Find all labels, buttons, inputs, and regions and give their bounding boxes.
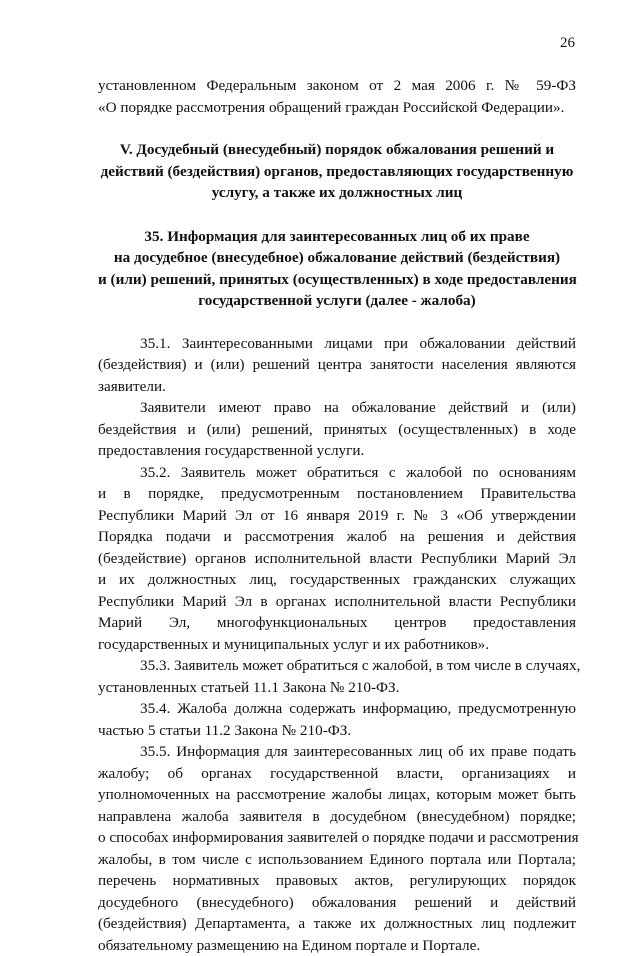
page-content <box>98 75 576 956</box>
paragraph-35-1 <box>98 333 576 398</box>
paragraph-applicants-right <box>98 397 576 462</box>
section-heading <box>98 139 576 204</box>
text-line: установленном Федеральным законом от 2 мая 2006 г. № 59-ФЗ <box>98 75 576 97</box>
text-line: уполномоченных на рассмотрение жалобы лицах, которым может быть <box>98 784 576 806</box>
text-line: предоставления государственной услуги. <box>98 440 576 462</box>
intro-paragraph <box>98 75 576 118</box>
text-line: обязательному размещению на Едином портале и Портале. <box>98 935 576 956</box>
text-line: заявители. <box>98 376 576 398</box>
text-line: установленных статьей 11.1 Закона № 210-ФЗ. <box>98 677 576 699</box>
text-line: 35.1. Заинтересованными лицами при обжаловании действий <box>98 333 576 355</box>
subsection-heading <box>98 226 576 312</box>
heading-line: 35. Информация для заинтересованных лиц об их праве <box>98 226 576 248</box>
text-line: Порядка подачи и рассмотрения жалоб на решения и действия <box>98 526 576 548</box>
text-line: и в порядке, предусмотренным постановлением Правительства <box>98 483 576 505</box>
text-line: частью 5 статьи 11.2 Закона № 210-ФЗ. <box>98 720 576 742</box>
text-line: Республики Марий Эл в органах исполнительной власти Республики <box>98 591 576 613</box>
paragraph-35-2 <box>98 462 576 656</box>
text-line: досудебного (внесудебного) обжалования решений и действий <box>98 892 576 914</box>
text-line: о способах информирования заявителей о порядке подачи и рассмотрения <box>98 827 576 849</box>
heading-line: и (или) решений, принятых (осуществленных) в ходе предоставления <box>98 269 576 291</box>
text-line: (бездействие) органов исполнительной власти Республики Марий Эл <box>98 548 576 570</box>
text-line: (бездействия) Департамента, а также их должностных лиц подлежит <box>98 913 576 935</box>
text-line: «О порядке рассмотрения обращений граждан Российской Федерации». <box>98 97 576 119</box>
paragraph-35-3 <box>98 655 576 698</box>
text-line: 35.5. Информация для заинтересованных лиц об их праве подать <box>98 741 576 763</box>
text-line: 35.2. Заявитель может обратиться с жалобой по основаниям <box>98 462 576 484</box>
heading-line: V. Досудебный (внесудебный) порядок обжалования решений и <box>98 139 576 161</box>
text-line: жалобу; об органах государственной власти, организациях и <box>98 763 576 785</box>
text-line: жалобы, в том числе с использованием Единого портала или Портала; <box>98 849 576 871</box>
text-line: государственных и муниципальных услуг и их работников». <box>98 634 576 656</box>
text-line: и их должностных лиц, государственных гражданских служащих <box>98 569 576 591</box>
text-line: Марий Эл, многофункциональных центров предоставления <box>98 612 576 634</box>
text-line: Республики Марий Эл от 16 января 2019 г. № 3 «Об утверждении <box>98 505 576 527</box>
heading-line: на досудебное (внесудебное) обжалование действий (бездействия) <box>98 247 576 269</box>
text-line: бездействия и (или) решений, принятых (осуществленных) в ходе <box>98 419 576 441</box>
paragraph-35-4 <box>98 698 576 741</box>
text-line: 35.4. Жалоба должна содержать информацию, предусмотренную <box>98 698 576 720</box>
heading-line: услугу, а также их должностных лиц <box>98 182 576 204</box>
text-line: (бездействия) и (или) решений центра занятости населения являются <box>98 354 576 376</box>
page-number: 26 <box>560 33 575 55</box>
text-line: 35.3. Заявитель может обратиться с жалобой, в том числе в случаях, <box>98 655 576 677</box>
text-line: Заявители имеют право на обжалование действий и (или) <box>98 397 576 419</box>
heading-line: государственной услуги (далее - жалоба) <box>98 290 576 312</box>
text-line: перечень нормативных правовых актов, регулирующих порядок <box>98 870 576 892</box>
text-line: направлена жалоба заявителя в досудебном (внесудебном) порядке; <box>98 806 576 828</box>
heading-line: действий (бездействия) органов, предоставляющих государственную <box>98 161 576 183</box>
paragraph-35-5 <box>98 741 576 956</box>
